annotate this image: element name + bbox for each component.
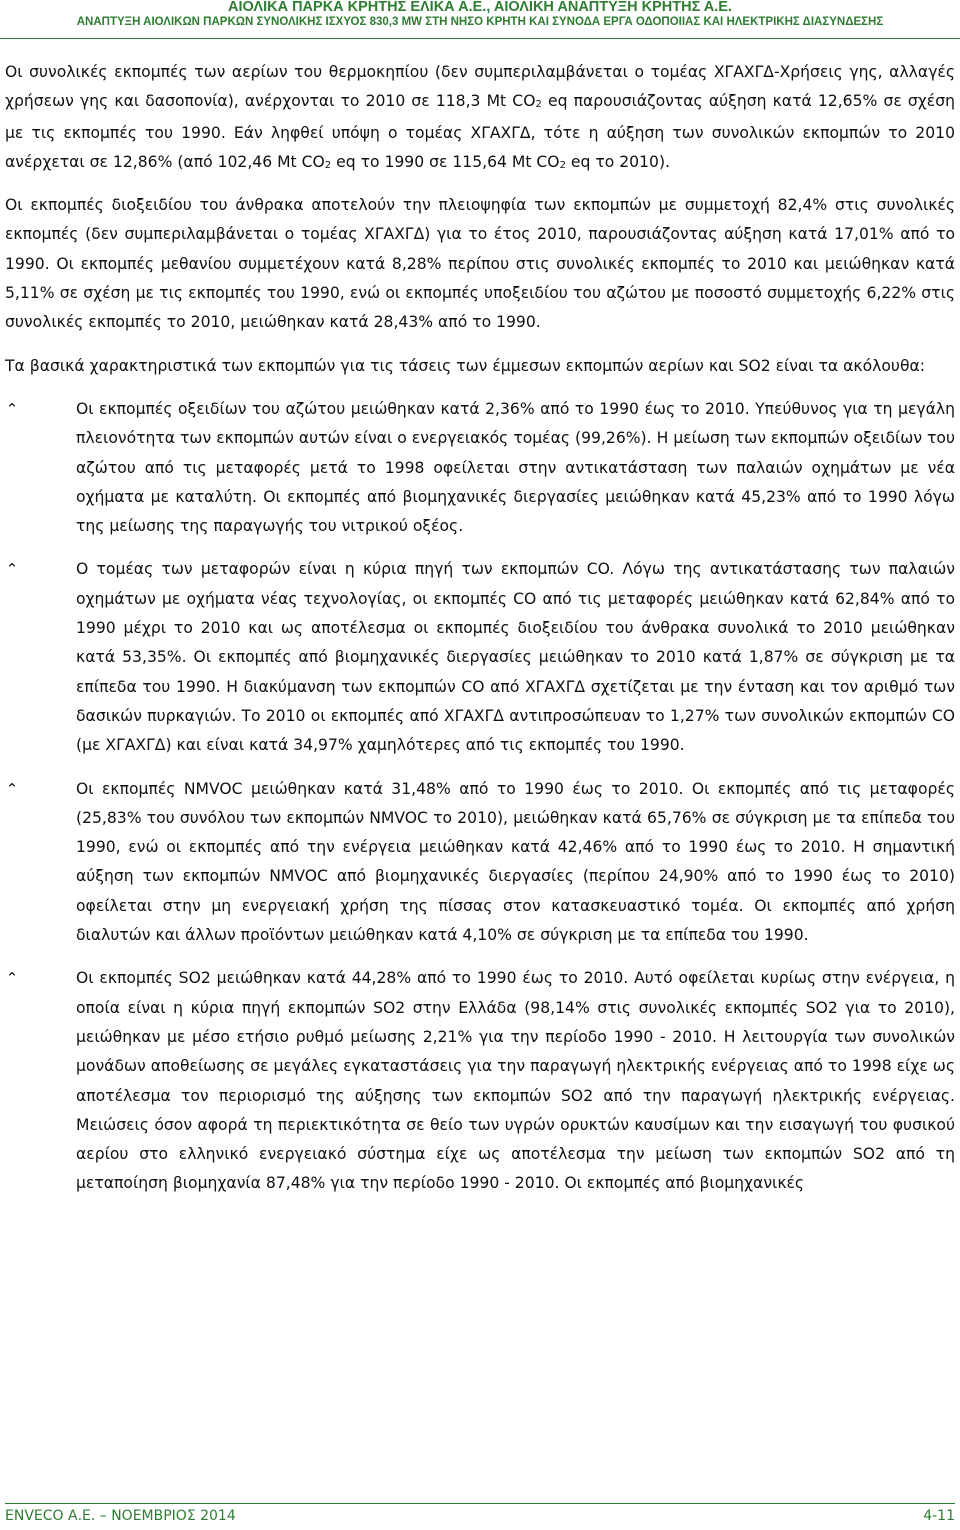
header-divider [0, 38, 960, 39]
list-item-text: Οι εκπομπές SO2 μειώθηκαν κατά 44,28% από το 1990 έως το 2010. Αυτό οφείλεται κυρίως στην ενέργεια, η οποία είναι η κύρια πηγή εκπομπών SO2 στην Ελλάδα (98,14% στις συνολικές εκπομπές SO2 για το 2010), μειώθηκαν με μέσο ετήσιο ρυθμό μείωσης 2,21% για την περίοδο 1990 - 2010. Η λειτουργία των συνολικών μονάδων αποθείωσης σε μεγάλες εγκαταστάσεις για την παραγωγή ηλεκτρικής ενέργειας από το 1998 είχε ως αποτέλεσμα τον περιορισμό της αύξησης των εκπομπών SO2 από την παραγωγή ηλεκτρικής ενέργειας. Μειώσεις όσον αφορά τη περιεκτικότητα σε θείο των υγρών ορυκτών καυσίμων και την εισαγωγή του φυσικού αερίου στο ελληνικό ενεργειακό σύστημα είχε ως αποτέλεσμα την μείωση των εκπομπών SO2 από τη μεταποίηση βιομηχανία 87,48% για την περίοδο 1990 - 2010. Οι εκπομπές από βιομηχανικές [76, 969, 955, 1193]
caret-bullet-icon: ⌃ [5, 969, 19, 988]
footer-divider [5, 1503, 955, 1504]
caret-bullet-icon: ⌃ [5, 560, 19, 579]
caret-bullet-icon: ⌃ [5, 779, 19, 798]
list-item-text: Οι εκπομπές NMVOC μειώθηκαν κατά 31,48% από το 1990 έως το 2010. Οι εκπομπές από τις μεταφορές (25,83% του συνόλου των εκπομπών NMVOC το 2010), μειώθηκαν κατά 65,76% σε σύγκριση με τα επίπεδα του 1990, ενώ οι εκπομπές από την ενέργεια μειώθηκαν κατά 42,46% από το 1990 έως το 2010. Η σημαντική αύξηση των εκπομπών NMVOC από βιομηχανικές διεργασίες (περίπου 24,90% από το 1990 έως το 2010) οφείλεται στην μη ενεργειακή χρήση της πίσσας στον κατασκευαστικό τομέα. Οι εκπομπές από χρήση διαλυτών και άλλων προϊόντων μειώθηκαν κατά 4,10% σε σύγκριση με τα επίπεδα του 1990. [76, 779, 955, 945]
header-title: ΑΙΟΛΙΚΑ ΠΑΡΚΑ ΚΡΗΤΗΣ ΕΛΙΚΑ Α.Ε., ΑΙΟΛΙΚΗ ΑΝΑΠΤΥΞΗ ΚΡΗΤΗΣ Α.Ε. [228, 0, 732, 15]
list-item [5, 395, 955, 541]
paragraph-co2-share: Οι εκπομπές διοξειδίου του άνθρακα αποτελούν την πλειοψηφία των εκπομπών με συμμετοχή 82,4% στις συνολικές εκπομπές (δεν συμπεριλαμβάνεται ο τομέας ΧΓΑΧΓΔ) για το έτος 2010, παρουσιάζοντας αύξηση κατά 17,01% από το 1990. Οι εκπομπές μεθανίου συμμετέχουν κατά 8,28% περίπου στις συνολικές εκπομπές το 2010 και μειώθηκαν κατά 5,11% σε σχέση με τις εκπομπές του 1990, ενώ οι εκπομπές υποξειδίου του αζώτου με ποσοστό συμμετοχής 6,22% στις συνολικές εκπομπές το 2010, μειώθηκαν κατά 28,43% από το 1990. [5, 196, 955, 332]
paragraph-indirect-intro: Τα βασικά χαρακτηριστικά των εκπομπών για τις τάσεις των έμμεσων εκπομπών αερίων και SO2 είναι τα ακόλουθα: [5, 356, 926, 375]
header-subtitle: ΑΝΑΠΤΥΞΗ ΑΙΟΛΙΚΩΝ ΠΑΡΚΩΝ ΣΥΝΟΛΙΚΗΣ ΙΣΧΥΟΣ 830,3 MW ΣΤΗ ΝΗΣΟ ΚΡΗΤΗ ΚΑΙ ΣΥΝΟΔΑ ΕΡΓΑ ΟΔΟΠΟΙΙΑΣ ΚΑΙ ΗΛΕΚΤΡΙΚΗΣ ΔΙΑΣΥΝΔΕΣΗΣ [76, 16, 884, 28]
page-header [0, 0, 960, 36]
list-item [5, 775, 955, 951]
bullet-list [5, 395, 955, 1199]
list-item [5, 555, 955, 760]
list-item-text: Οι εκπομπές οξειδίων του αζώτου μειώθηκαν κατά 2,36% από το 1990 έως το 2010. Υπεύθυνος για τη μεγάλη πλειονότητα των εκπομπών αυτών είναι ο ενεργειακός τομέας (99,26%). Η μείωση των εκπομπών οξειδίων του αζώτου από τις μεταφορές μετά το 1998 οφείλεται στην αντικατάσταση των παλαιών οχημάτων με νέα οχήματα με καταλύτη. Οι εκπομπές από βιομηχανικές διεργασίες μειώθηκαν κατά 45,23% από το 1990 λόγω της μείωσης της παραγωγής του νιτρικού οξέος. [76, 399, 955, 536]
paragraph-ghg-totals: Οι συνολικές εκπομπές των αερίων του θερμοκηπίου (δεν συμπεριλαμβάνεται ο τομέας ΧΓΑΧΓΔ-Χρήσεις γης, αλλαγές χρήσεων γης και δασοπονία), ανέρχονται το 2010 σε 118,3 Mt $CO_2$ eq παρουσιάζοντας αύξηση κατά 12,65% σε σχέση με τις εκπομπές του 1990. Εάν ληφθεί υπόψη ο τομέας ΧΓΑΧΓΔ, τότε η αύξηση των συνολικών εκπομπών το 2010 ανέρχεται σε 12,86% (από 102,46 Mt $CO_2$ eq το 1990 σε 115,64 Mt $CO_2$ eq το 2010). [5, 63, 955, 171]
list-item [5, 964, 955, 1198]
footer-company-date: ENVECO Α.Ε. – ΝΟΕΜΒΡΙΟΣ 2014 [5, 1508, 236, 1524]
caret-bullet-icon: ⌃ [5, 399, 19, 418]
document-body [5, 58, 955, 1213]
page-number: 4-11 [923, 1508, 955, 1524]
list-item-text: Ο τομέας των μεταφορών είναι η κύρια πηγή των εκπομπών CO. Λόγω της αντικατάστασης των παλαιών οχημάτων με οχήματα νέας τεχνολογίας, οι εκπομπές CO από τις μεταφορές μειώθηκαν κατά 62,84% από το 1990 μέχρι το 2010 και ως αποτέλεσμα οι εκπομπές διοξειδίου του άνθρακα συνολικά το 2010 μειώθηκαν κατά 53,35%. Οι εκπομπές από βιομηχανικές διεργασίες μειώθηκαν το 2010 κατά 1,87% σε σύγκριση με τα επίπεδα του 1990. Η διακύμανση των εκπομπών CO από ΧΓΑΧΓΔ σχετίζεται με την ένταση και τον αριθμό των δασικών πυρκαγιών. Το 2010 οι εκπομπές από ΧΓΑΧΓΔ αντιπροσώπευαν το 1,27% των συνολικών εκπομπών CO (με ΧΓΑΧΓΔ) και είναι κατά 34,97% χαμηλότερες από τις εκπομπές του 1990. [76, 560, 955, 755]
